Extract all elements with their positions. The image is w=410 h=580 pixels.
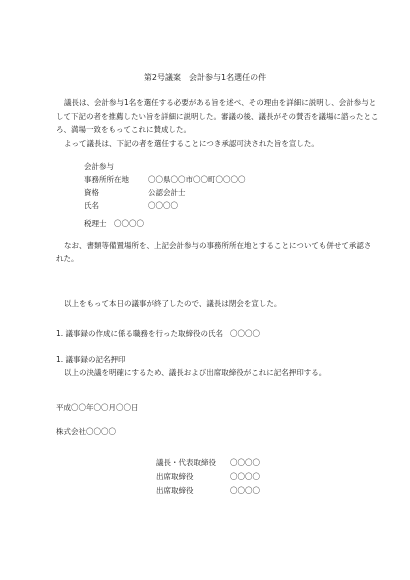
item-1-label: 1. 議事録の作成に係る職務を行った取締役の氏名	[56, 329, 224, 338]
paragraph-1-line-1: 議長は、会計参与1名を選任する必要がある旨を述べ、その理由を詳細に説明し、会計参与と	[64, 98, 377, 107]
document-title: 第2号議案 会計参与1名選任の件	[143, 73, 267, 82]
field-label-qualification: 資格	[84, 188, 99, 197]
signatory-role: 出席取締役	[156, 486, 194, 495]
signatory-name: 〇〇〇〇	[230, 486, 260, 495]
paragraph-1-line-3: ろ、満場一致をもってこれに賛成した。	[56, 125, 191, 134]
field-label-office: 事務所所在地	[84, 175, 129, 184]
tax-accountant-line: 税理士 〇〇〇〇	[84, 219, 144, 228]
item-1-value: 〇〇〇〇	[230, 329, 260, 338]
closing-statement: 以上をもって本日の議事が終了したので、議長は閉会を宣した。	[64, 299, 282, 308]
appointee-role: 会計参与	[84, 162, 114, 171]
signatory-name: 〇〇〇〇	[230, 472, 260, 481]
field-value-office: 〇〇県〇〇市〇〇町〇〇〇〇	[148, 175, 246, 184]
item-2-text: 以上の決議を明確にするため、議長および出席取締役がこれに記名押印する。	[64, 368, 327, 377]
paragraph-2: よって議長は、下記の者を選任することにつき承認可決された旨を宣した。	[64, 139, 319, 148]
field-value-qualification: 公認会計士	[148, 188, 186, 197]
paragraph-1-line-2: して下記の者を推薦したい旨を詳細に説明した。審議の後、議長がその賛否を議場に諮ったとこ	[56, 112, 379, 121]
note-line-1: なお、書類等備置場所を、上記会計参与の事務所所在地とすることについても併せて承認さ	[64, 241, 372, 250]
signatory-role: 議長・代表取締役	[156, 458, 216, 467]
field-label-name: 氏名	[84, 201, 99, 210]
field-value-name: 〇〇〇〇	[148, 201, 178, 210]
document-date: 平成〇〇年〇〇月〇〇日	[56, 403, 139, 412]
note-line-2: れた。	[56, 254, 79, 263]
signatory-role: 出席取締役	[156, 472, 194, 481]
item-2-label: 1. 議事録の記名押印	[56, 355, 126, 364]
signatory-name: 〇〇〇〇	[230, 458, 260, 467]
company-name: 株式会社〇〇〇〇	[56, 427, 116, 436]
